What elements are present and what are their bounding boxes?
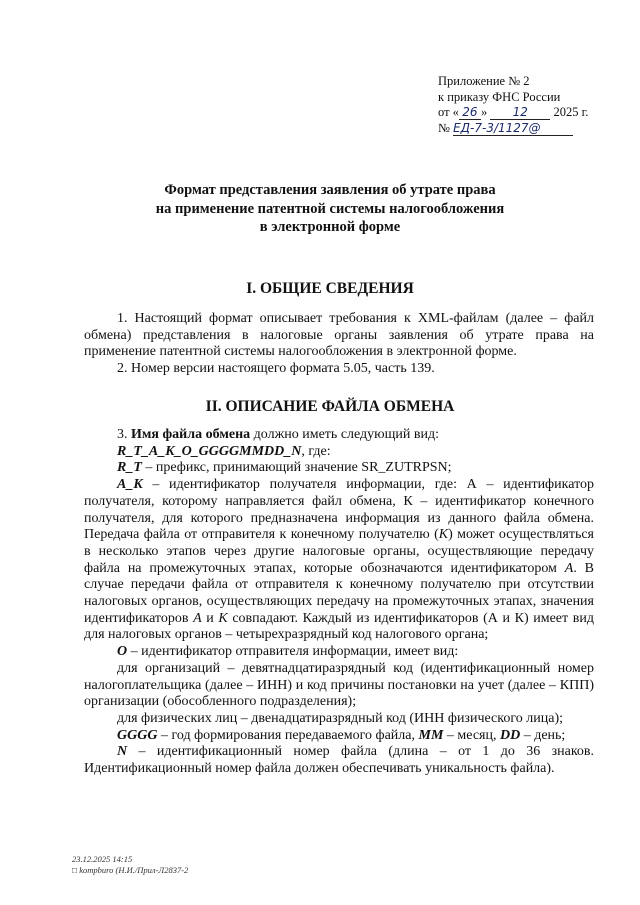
o-definition: O – идентификатор отправителя информации, имеет вид: <box>117 644 459 660</box>
date-definition: GGGG – год формирования передаваемого файла, MM – месяц, DD – день; <box>117 727 566 743</box>
paragraph-1: 1. Настоящий формат описывает требования к XML-файлам (далее – файл обмена) представления в налоговые органы заявления об утрате права на применение патентной системы налогообложения в электронной форме. <box>84 311 594 360</box>
document-title: Формат представления заявления об утрате права на применение патентной системы налогообложения в электронной форме <box>155 182 505 235</box>
ak-definition: A_K – идентификатор получателя информации, где: А – идентификатор получателя, которому направляется файл обмена, К – идентификатор конечного получателя, для которого предназначена информация из данного файла обмена. Передача файла от отправителя к конечному получателю (К) может осуществляться в несколько этапов через другие налоговые органы, осуществляющие передачу файла на промежуточных этапах, которые обозначаются идентификатором А. В случае передачи файла от отправителя к конечному получателю при отсутствии налоговых органов, осуществляющих передачу на промежуточных этапах, значения идентификаторов А и К совпадают. Каждый из идентификаторов (А и К) имеет вид для налоговых органов – четырехразрядный код налогового органа; <box>84 477 595 643</box>
paragraph-3: 3. Имя файла обмена должно иметь следующий вид: <box>117 427 440 442</box>
section-2-body <box>84 427 594 778</box>
appendix-block <box>438 74 618 136</box>
section-1-heading: I. ОБЩИЕ СВЕДЕНИЯ <box>246 280 414 297</box>
n-definition: N – идентификационный номер файла (длина – от 1 до 36 знаков. Идентификационный номер файла должен обеспечивать уникальность файла). <box>84 744 595 777</box>
appendix-date: от « 26 » 12 2025 г. <box>438 105 589 119</box>
appendix-order: к приказу ФНС России <box>438 89 561 104</box>
appendix-title: Приложение № 2 <box>438 74 530 88</box>
footer-stamp: 23.12.2025 14:15 □ kompburo (Н.И./Прил-Л2837-2 <box>72 854 189 875</box>
org-definition: для организаций – девятнадцатиразрядный код (идентификационный номер налогоплательщика (далее – ИНН) и код причины постановки на учет (далее – КПП) организации (обособленного подразделения); <box>84 660 594 710</box>
rt-definition: R_T – префикс, принимающий значение SR_ZUTRPSN; <box>117 460 452 476</box>
paragraph-2: 2. Номер версии настоящего формата 5.05, часть 139. <box>117 361 435 377</box>
phys-definition: для физических лиц – двенадцатиразрядный код (ИНН физического лица); <box>117 710 563 726</box>
handwritten-month: 12 <box>490 106 550 120</box>
handwritten-number: ЕД-7-3/1127@ <box>453 122 573 136</box>
section-1-body <box>84 311 594 378</box>
section-2-heading: II. ОПИСАНИЕ ФАЙЛА ОБМЕНА <box>205 398 455 415</box>
appendix-number: № ЕД-7-3/1127@ <box>438 121 618 137</box>
filename-pattern: R_T_A_K_O_GGGGMMDD_N, где: <box>117 443 331 459</box>
handwritten-day: 26 <box>459 106 481 120</box>
